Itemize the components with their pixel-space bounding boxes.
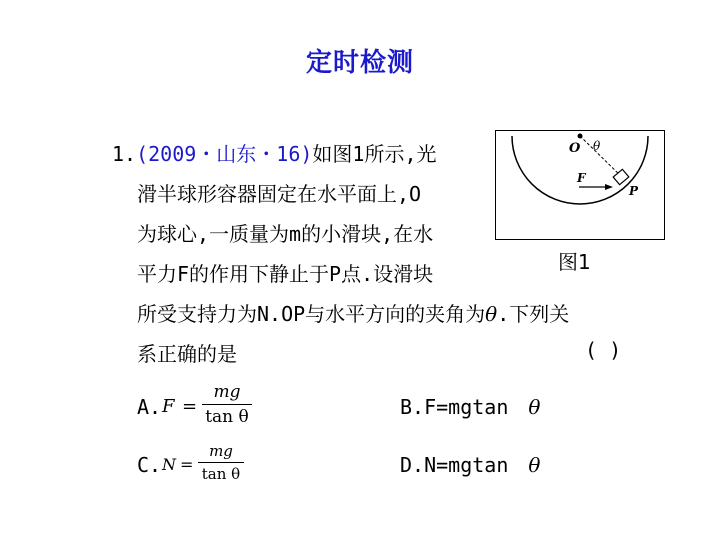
option-b-theta: θ <box>528 395 541 419</box>
option-c-numerator: mg <box>209 442 233 460</box>
page-title: 定时检测 <box>305 48 414 78</box>
option-a-lhs: F <box>162 396 175 417</box>
question-line-2: 滑半球形容器固定在水平面上,O <box>137 182 422 206</box>
question-line-5 <box>137 298 569 327</box>
option-b-text: B.F=mgtan <box>400 395 509 419</box>
option-c-fraction <box>198 442 244 483</box>
option-d-theta: θ <box>528 453 541 477</box>
question-number: 1. <box>112 142 137 166</box>
hemisphere-figure <box>495 130 665 240</box>
figure-caption: 图1 <box>558 250 591 274</box>
question-line-3: 为球心,一质量为m的小滑块,在水 <box>137 222 434 246</box>
label-o: O <box>569 141 581 156</box>
answer-parentheses: ( ) <box>585 338 622 362</box>
center-point <box>578 134 583 139</box>
question-line-4: 平力F的作用下静止于P点.设滑块 <box>137 262 434 286</box>
option-a-eq: = <box>182 396 198 417</box>
question-source: (2009・山东・16) <box>136 142 313 166</box>
theta-symbol: θ <box>485 302 498 326</box>
option-c-denominator: tan θ <box>201 465 241 483</box>
label-p: P <box>629 184 639 198</box>
question-text-1: 如图1所示,光 <box>312 142 437 166</box>
option-c-lhs: N <box>162 455 176 474</box>
option-d <box>400 453 540 477</box>
option-a-letter: A. <box>137 395 162 419</box>
question-text-5: 所受支持力为N.OP与水平方向的夹角为 <box>137 302 486 326</box>
option-a-numerator: mg <box>213 382 241 402</box>
option-a-denominator: tan θ <box>205 407 249 427</box>
option-c-eq: = <box>180 455 194 474</box>
option-b <box>400 395 540 419</box>
fraction-bar <box>198 462 244 463</box>
question-line-1 <box>112 138 437 167</box>
option-a-fraction <box>202 382 252 427</box>
label-f: F <box>577 171 586 185</box>
option-d-text: D.N=mgtan <box>400 453 509 477</box>
question-line-6: 系正确的是 <box>137 342 237 366</box>
option-c-letter: C. <box>137 453 162 477</box>
fraction-bar <box>202 404 252 405</box>
question-text-5-end: .下列关 <box>497 302 570 326</box>
label-theta: θ <box>593 139 601 153</box>
